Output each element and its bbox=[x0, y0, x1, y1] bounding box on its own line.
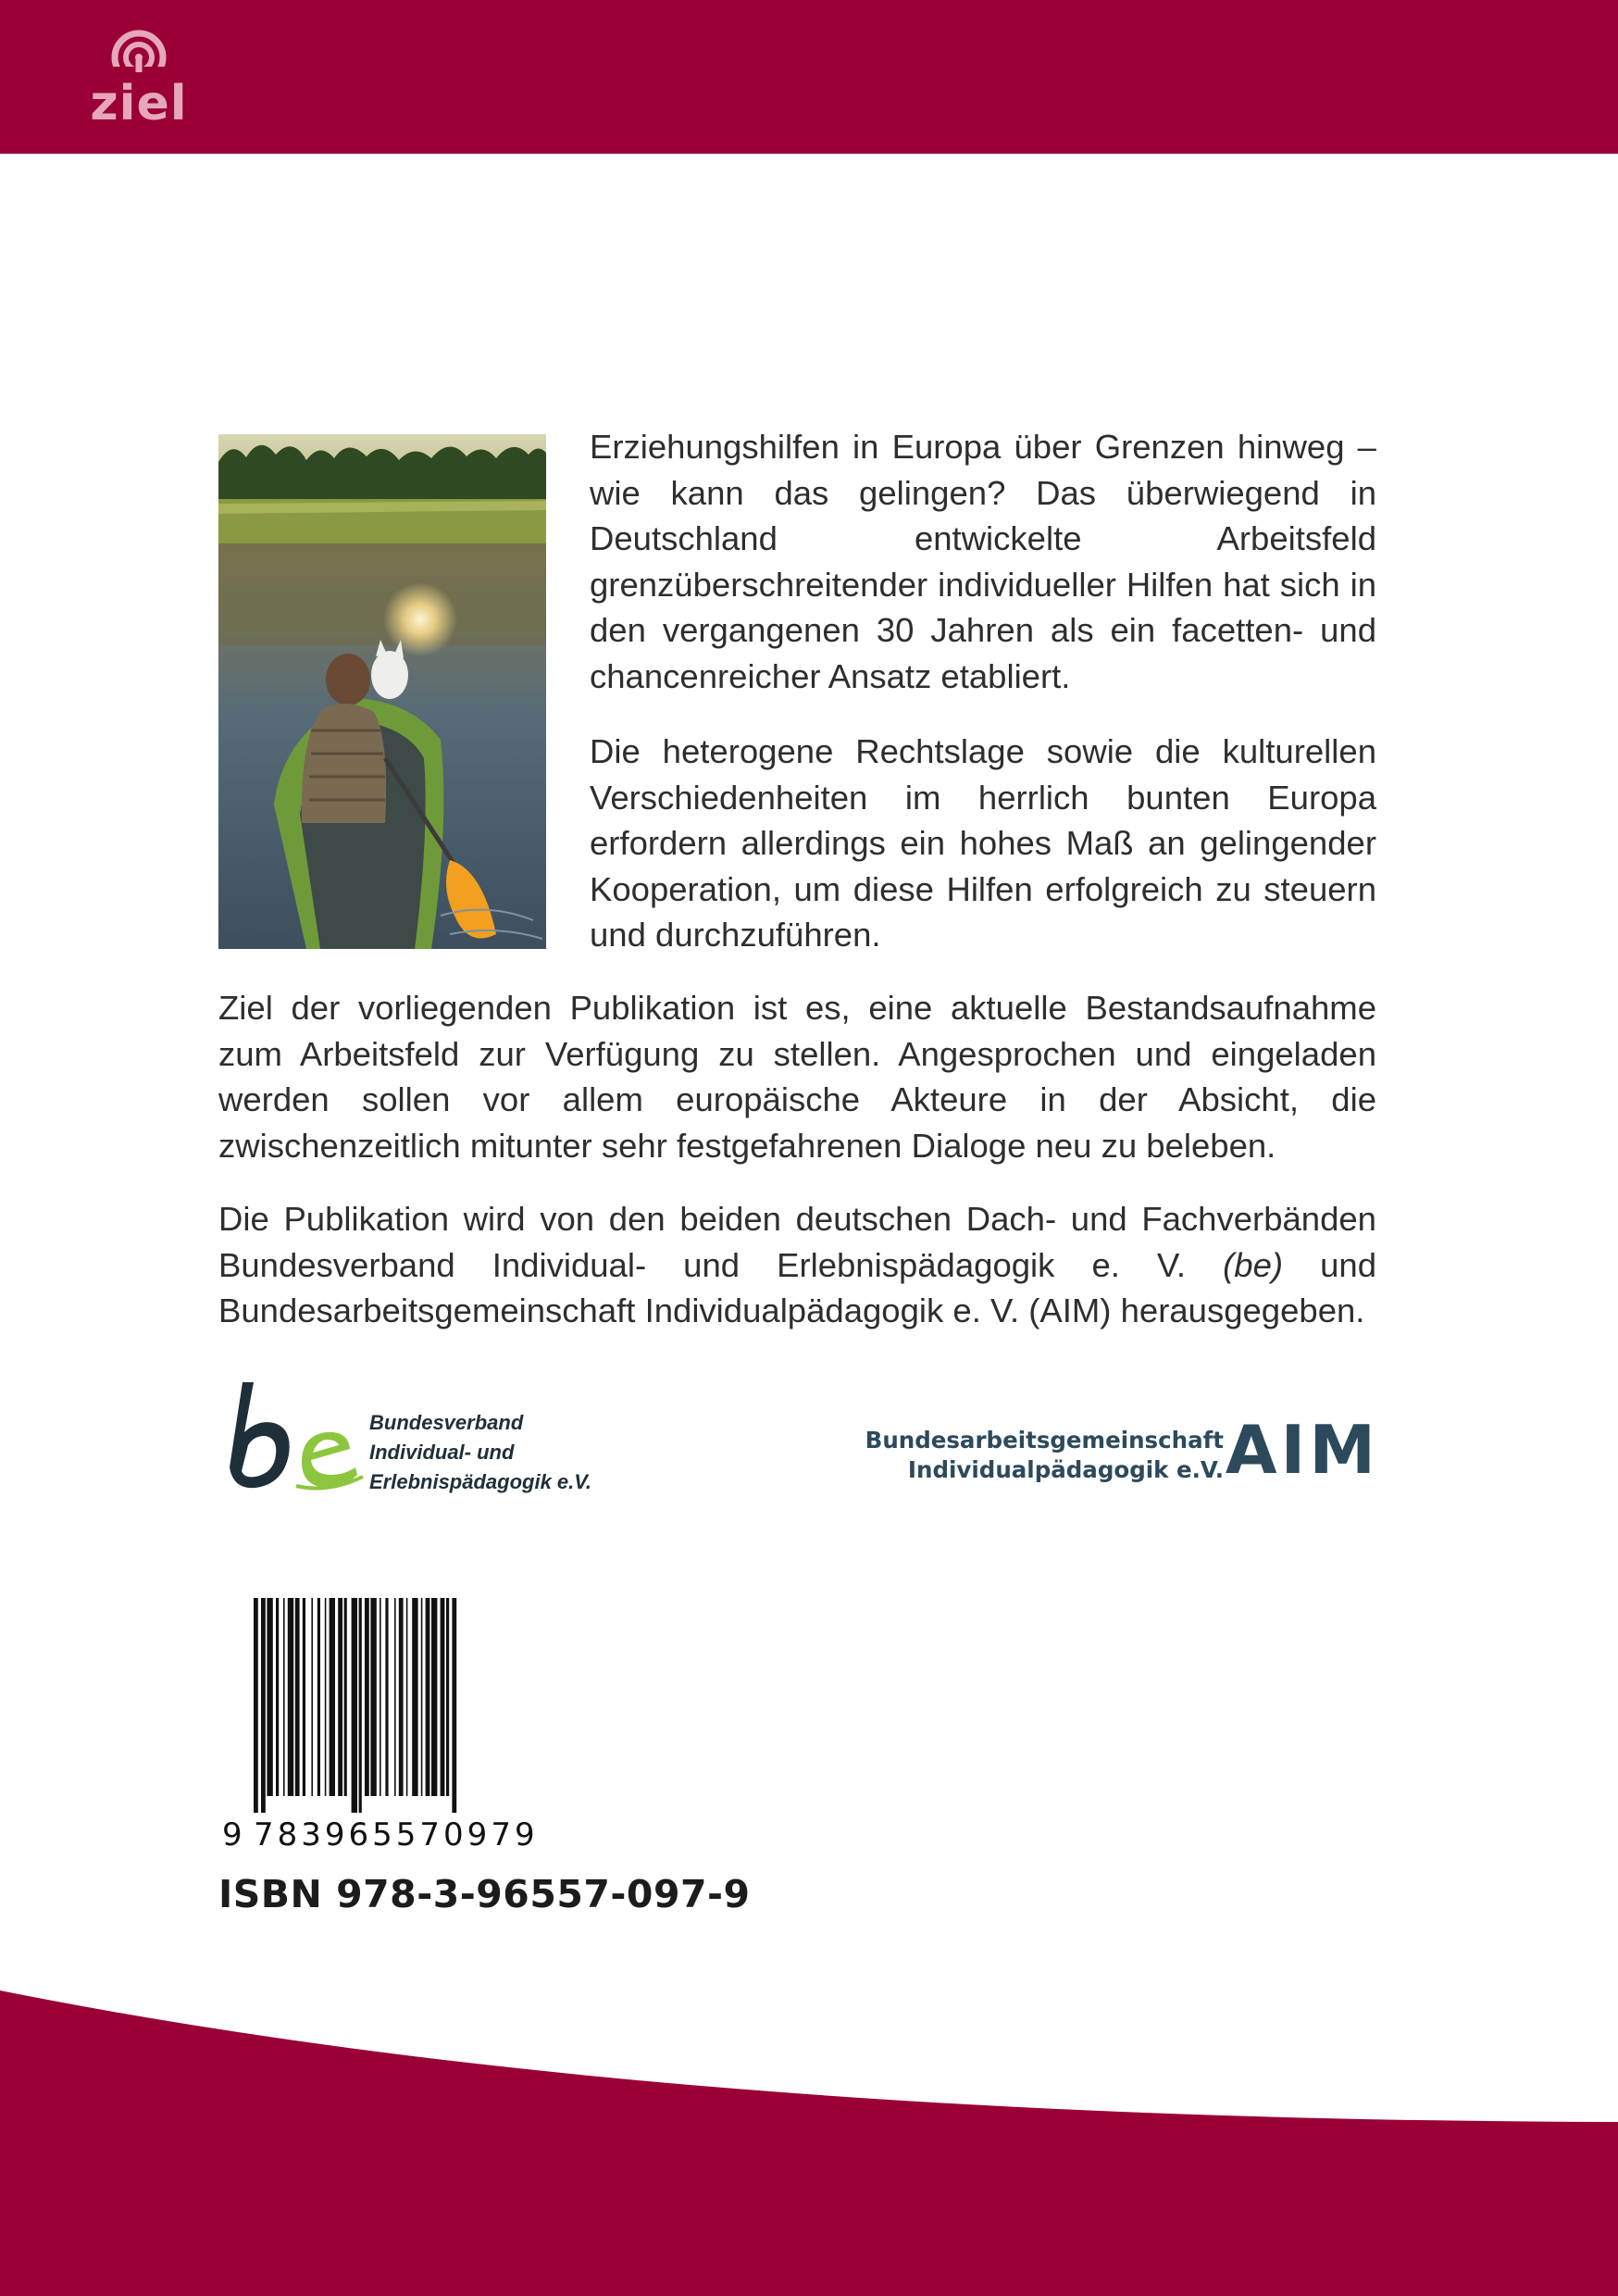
publishers-text-part3: und Bundesarbeitsgemeinschaft Individualpädagogik e. V. (AIM) herausgegeben. bbox=[218, 1245, 1376, 1329]
isbn-barcode bbox=[217, 1598, 559, 1853]
be-association-logo bbox=[217, 1375, 605, 1495]
barcode-bar bbox=[276, 1598, 279, 1796]
aim-logo-mark: AIM bbox=[1225, 1411, 1379, 1489]
barcode-bar bbox=[441, 1598, 445, 1796]
publishers-text-part1: Die Publikation wird von den beiden deutschen Dach- und Fachverbänden Bundesverband Individual- und Erlebnispädagogik e. V. bbox=[218, 1200, 1376, 1284]
barcode-bar bbox=[267, 1598, 272, 1796]
barcode-bar bbox=[421, 1598, 423, 1796]
isbn-number: ISBN 978-3-96557-097-9 bbox=[218, 1872, 751, 1916]
barcode-bar bbox=[385, 1598, 388, 1796]
barcode-bar bbox=[446, 1598, 449, 1796]
aim-logo-line: Bundesarbeitsgemeinschaft bbox=[865, 1427, 1224, 1454]
ziel-publisher-logo bbox=[83, 26, 194, 135]
barcode-bar bbox=[261, 1598, 266, 1813]
cover-photo bbox=[218, 434, 546, 949]
aim-association-logo bbox=[833, 1411, 1379, 1491]
barcode-bar bbox=[311, 1598, 313, 1796]
barcode-bar bbox=[254, 1598, 258, 1813]
barcode-bar bbox=[452, 1598, 456, 1813]
barcode-remaining-digits: 783965570979 bbox=[254, 1816, 539, 1853]
be-logo-text bbox=[369, 1408, 591, 1497]
aim-logo-text bbox=[865, 1426, 1224, 1485]
barcode-bar bbox=[359, 1598, 362, 1813]
barcode-bar bbox=[344, 1598, 347, 1796]
be-logo-mark bbox=[217, 1375, 365, 1495]
barcode-bar bbox=[352, 1598, 357, 1813]
barcode-bar bbox=[330, 1598, 335, 1796]
barcode-bar bbox=[317, 1598, 320, 1796]
barcode-bar bbox=[380, 1598, 381, 1796]
barcode-bar bbox=[365, 1598, 369, 1796]
barcode-bar bbox=[295, 1598, 300, 1796]
barcode-bar bbox=[394, 1598, 396, 1796]
barcode-bar bbox=[338, 1598, 342, 1796]
publication-goal-paragraph: Ziel der vorliegenden Publikation ist es, eine aktuelle Bestandsaufnahme zum Arbeitsfeld zur Verfügung zu stellen. Angesprochen und eingeladen werden sollen vor allem europäische Akteure in der Absicht, die zwischenzeitlich mitunter sehr festgefahrenen Dialoge neu zu beleben. bbox=[218, 989, 1376, 1165]
legal-situation-paragraph: Die heterogene Rechtslage sowie die kulturellen Verschiedenheiten im herrlich bunten Europa erfordern allerdings ein hohes Maß an gelingender Kooperation, um diese Hilfen erfolgreich zu steuern und durchzuführen. bbox=[590, 732, 1376, 954]
barcode-first-digit: 9 bbox=[222, 1816, 243, 1853]
barcode-bar bbox=[283, 1598, 285, 1796]
intro-paragraph: Erziehungshilfen in Europa über Grenzen hinweg – wie kann das gelingen? Das überwiegend in Deutschland entwickelte Arbeitsfeld grenzüberschreitender individueller Hilfen hat sich in den vergangenen 30 Jahren als ein facetten- und chancenreicher Ansatz etabliert. bbox=[590, 428, 1376, 695]
bottom-band bbox=[0, 1963, 1618, 2296]
top-band bbox=[0, 0, 1618, 154]
barcode-bar bbox=[399, 1598, 404, 1796]
be-abbreviation: (be) bbox=[1223, 1245, 1284, 1284]
barcode-bar bbox=[431, 1598, 437, 1796]
barcode-bar bbox=[406, 1598, 408, 1796]
be-logo-line: Individual- und bbox=[369, 1441, 515, 1464]
barcode-bar bbox=[325, 1598, 327, 1796]
aim-logo-line: Individualpädagogik e.V. bbox=[907, 1456, 1224, 1483]
publishers-paragraph bbox=[218, 1196, 1376, 1334]
barcode-bar bbox=[426, 1598, 430, 1796]
barcode-bar bbox=[370, 1598, 376, 1796]
be-logo-line: Erlebnispädagogik e.V. bbox=[369, 1470, 592, 1493]
barcode-bar bbox=[288, 1598, 293, 1796]
man-and-dog-in-canoe-photo bbox=[218, 434, 546, 949]
be-logo-line: Bundesverband bbox=[369, 1411, 524, 1434]
barcode-bar bbox=[412, 1598, 417, 1796]
barcode-bar bbox=[303, 1598, 305, 1796]
ziel-logo-text: ziel bbox=[90, 76, 188, 131]
barcode-bars bbox=[217, 1598, 559, 1813]
